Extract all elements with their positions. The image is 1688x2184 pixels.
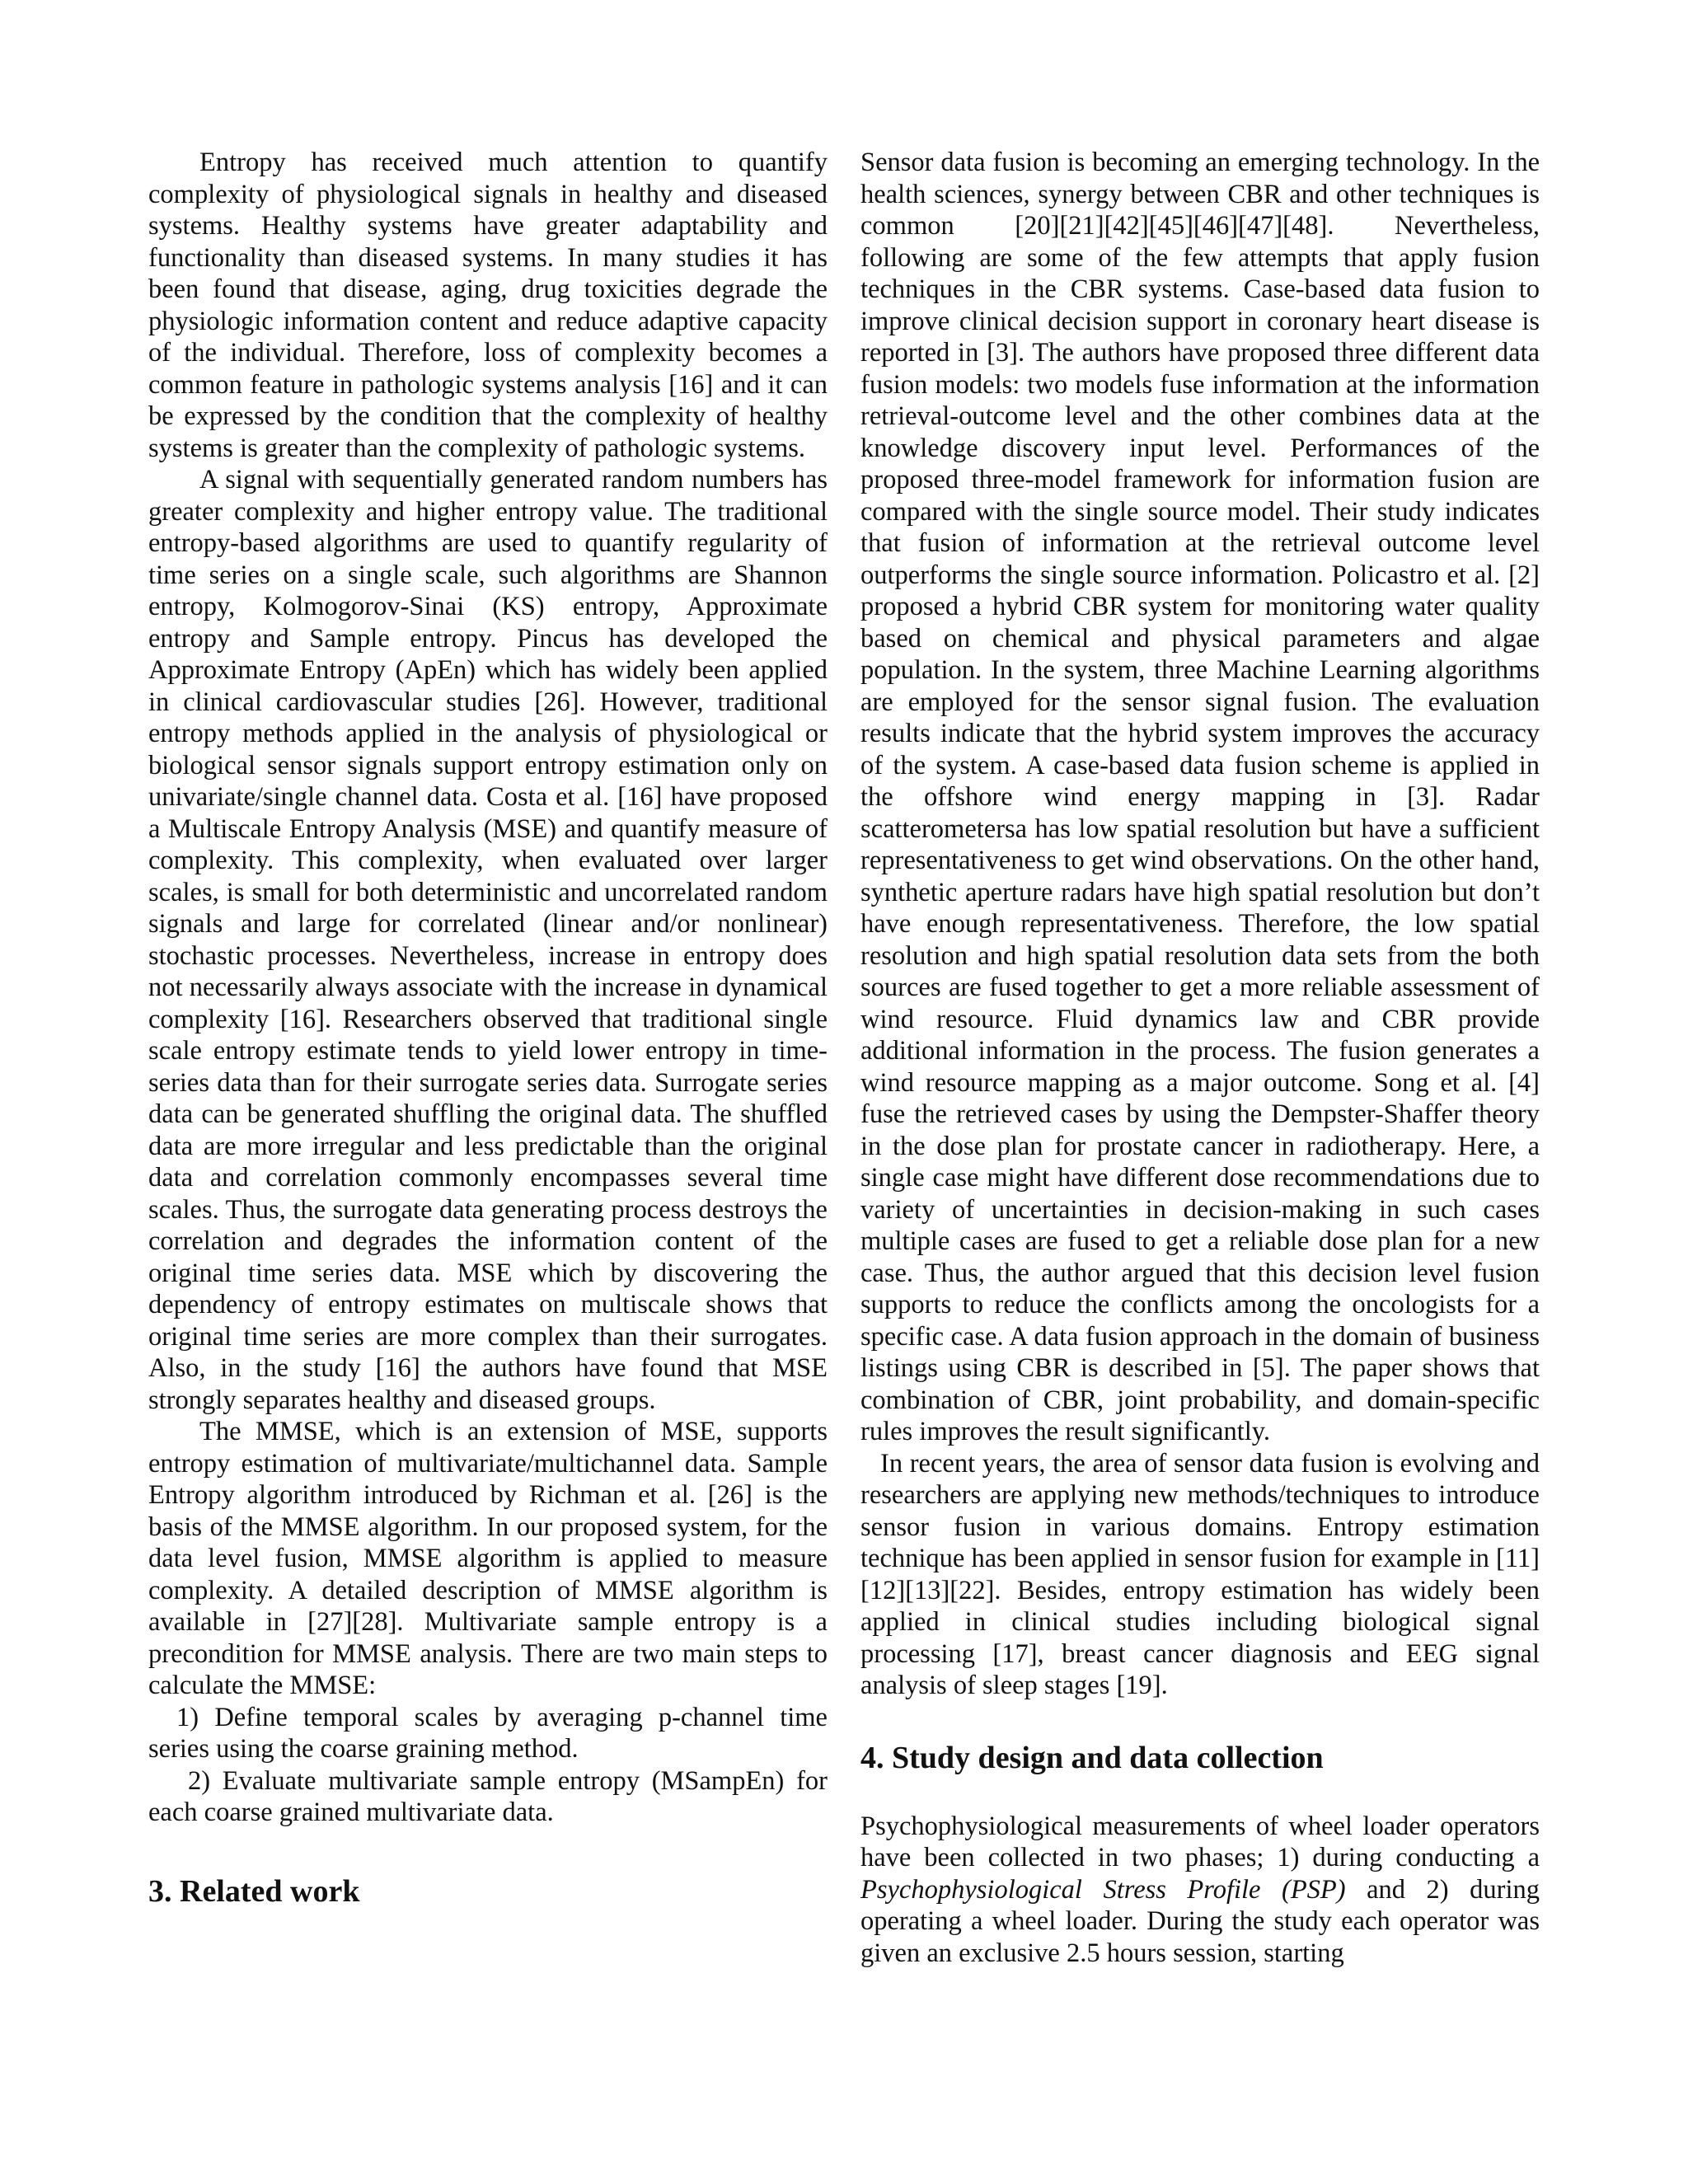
paragraph-mmse: The MMSE, which is an extension of MSE, supports entropy estimation of multivariate/multichannel data. Sample Entropy algorithm introduced by Richman et al. [26] is the basis of the MMSE algorithm. In our proposed system, for the data level fusion, MMSE algorithm is applied to measure complexity. A detailed description of MMSE algorithm is available in [27][28]. Multivariate sample entropy is a precondition for MMSE analysis. There are two main steps to calculate the MMSE: (148, 1417, 828, 1700)
mmse-step-1: 1) Define temporal scales by averaging p-channel time series using the coarse graining method. (148, 1702, 828, 1764)
right-column (860, 147, 1540, 1969)
text-run: and 2) during operating a wheel loader. During the study each operator was given an exclusive 2.5 hours session, starting (860, 1874, 1540, 1968)
paragraph-entropy-intro: Entropy has received much attention to quantify complexity of physiological signals in healthy and diseased systems. Healthy systems have greater adaptability and functionality than diseased systems. In many studies it has been found that disease, aging, drug toxicities degrade the physiologic information content and reduce adaptive capacity of the individual. Therefore, loss of complexity becomes a common feature in pathologic systems analysis [16] and it can be expressed by the condition that the complexity of healthy systems is greater than the complexity of pathologic systems. (148, 148, 828, 463)
paragraph-recent-years: In recent years, the area of sensor data fusion is evolving and researchers are applying new methods/techniques to introduce sensor fusion in various domains. Entropy estimation technique has been applied in sensor fusion for example in [11][12][13][22]. Besides, entropy estimation has widely been applied in clinical studies including biological signal processing [17], breast cancer diagnosis and EEG signal analysis of sleep stages [19]. (860, 1448, 1540, 1700)
section-heading-related-work: 3. Related work (148, 1873, 360, 1909)
section-heading-study-design: 4. Study design and data collection (860, 1740, 1324, 1775)
paragraph-sensor-fusion: Sensor data fusion is becoming an emerging technology. In the health sciences, synergy between CBR and other techniques is common [20][21][42][45][46][47][48]. Nevertheless, following are some of the few attempts that apply fusion techniques in the CBR systems. Case-based data fusion to improve clinical decision support in coronary heart disease is reported in [3]. The authors have proposed three different data fusion models: two models fuse information at the information retrieval-outcome level and the other combines data at the knowledge discovery input level. Performances of the proposed three-model framework for information fusion are compared with the single source model. Their study indicates that fusion of information at the retrieval outcome level outperforms the single source information. Policastro et al. [2] proposed a hybrid CBR system for monitoring water quality based on chemical and physical parameters and algae population. In the system, three Machine Learning algorithms are employed for the sensor signal fusion. The evaluation results indicate that the hybrid system improves the accuracy of the system. A case-based data fusion scheme is applied in the offshore wind energy mapping in [3]. Radar scatterometersa has low spatial resolution but have a sufficient representativeness to get wind observations. On the other hand, synthetic aperture radars have high spatial resolution but don’t have enough representativeness. Therefore, the low spatial resolution and high spatial resolution data sets from the both sources are fused together to get a more reliable assessment of wind resource. Fluid dynamics law and CBR provide additional information in the process. The fusion generates a wind resource mapping as a major outcome. Song et al. [4] fuse the retrieved cases by using the Dempster-Shaffer theory in the dose plan for prostate cancer in radiotherapy. Here, a single case might have different dose recommendations due to variety of uncertainties in decision-making in such cases multiple cases are fused to get a reliable dose plan for a new case. Thus, the author argued that this decision level fusion supports to reduce the conflicts among the oncologists for a specific case. A data fusion approach in the domain of business listings using CBR is described in [5]. The paper shows that combination of CBR, joint probability, and domain-specific rules improves the result significantly. (860, 148, 1540, 1446)
left-column (148, 147, 828, 1910)
italic-term-psp: Psychophysiological Stress Profile (PSP) (860, 1874, 1346, 1905)
mmse-step-2: 2) Evaluate multivariate sample entropy (MSampEn) for each coarse grained multivariate data. (148, 1765, 828, 1827)
paragraph-entropy-algorithms: A signal with sequentially generated random numbers has greater complexity and higher entropy value. The traditional entropy-based algorithms are used to quantify regularity of time series on a single scale, such algorithms are Shannon entropy, Kolmogorov-Sinai (KS) entropy, Approximate entropy and Sample entropy. Pincus has developed the Approximate Entropy (ApEn) which has widely been applied in clinical cardiovascular studies [26]. However, traditional entropy methods applied in the analysis of physiological or biological sensor signals support entropy estimation only on univariate/single channel data. Costa et al. [16] have proposed a Multiscale Entropy Analysis (MSE) and quantify measure of complexity. This complexity, when evaluated over larger scales, is small for both deterministic and uncorrelated random signals and large for correlated (linear and/or nonlinear) stochastic processes. Nevertheless, increase in entropy does not necessarily always associate with the increase in dynamical complexity [16]. Researchers observed that traditional single scale entropy estimate tends to yield lower entropy in time-series data than for their surrogate series data. Surrogate series data can be generated shuffling the original data. The shuffled data are more irregular and less predictable than the original data and correlation commonly encompasses several time scales. Thus, the surrogate data generating process destroys the correlation and degrades the information content of the original time series data. MSE which by discovering the dependency of entropy estimates on multiscale shows that original time series are more complex than their surrogates. Also, in the study [16] the authors have found that MSE strongly separates healthy and diseased groups. (148, 465, 828, 1415)
text-run: Psychophysiological measurements of wheel loader operators have been collected in two phases; 1) during conducting a (860, 1811, 1540, 1872)
paragraph-psychophysiological (860, 1811, 1540, 1970)
